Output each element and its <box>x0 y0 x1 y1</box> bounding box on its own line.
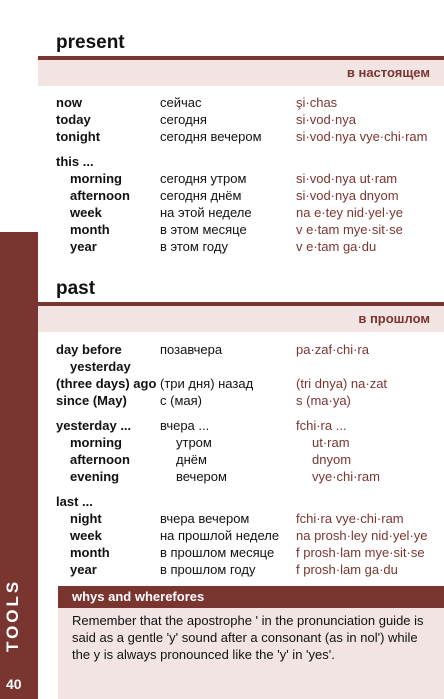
pronunciation: şi·chas <box>296 95 338 110</box>
russian-term: (три дня) назад <box>160 376 254 391</box>
table-row <box>0 187 444 204</box>
english-term: morning <box>70 435 122 450</box>
russian-term: на прошлой неделе <box>160 528 280 543</box>
english-term: day before <box>56 342 122 357</box>
pronunciation: dnyom <box>312 452 352 467</box>
pronunciation: na e·tey nid·yel·ye <box>296 205 403 220</box>
table-row <box>0 170 444 187</box>
pronunciation: si·vod·nya <box>296 112 356 127</box>
pronunciation: vye·chi·ram <box>312 469 380 484</box>
english-term: month <box>70 545 110 560</box>
english-term: week <box>70 205 102 220</box>
present-subtitle-band <box>38 60 444 86</box>
table-row <box>0 238 444 255</box>
pronunciation: f prosh·lam mye·sit·se <box>296 545 425 560</box>
pronunciation: ut·ram <box>312 435 350 450</box>
table-row <box>0 434 444 451</box>
tip-box-title: whys and wherefores <box>72 589 205 604</box>
table-row <box>0 493 444 510</box>
table-row <box>0 392 444 409</box>
table-row <box>0 451 444 468</box>
russian-term: сегодня вечером <box>160 129 262 144</box>
table-row <box>0 341 444 358</box>
past-subtitle: в прошлом <box>358 311 430 326</box>
past-heading: past <box>56 278 96 299</box>
russian-term: вечером <box>176 469 227 484</box>
tip-box-header <box>58 586 444 608</box>
table-row <box>0 358 444 375</box>
english-term: yesterday <box>70 359 131 374</box>
english-term: tonight <box>56 129 101 144</box>
pronunciation: f prosh·lam ga·du <box>296 562 398 577</box>
present-heading: present <box>56 32 125 53</box>
pronunciation: si·vod·nya dnyom <box>296 188 399 203</box>
russian-term: днём <box>176 452 207 467</box>
pronunciation: si·vod·nya ut·ram <box>296 171 398 186</box>
russian-term: в прошлом году <box>160 562 256 577</box>
pronunciation: si·vod·nya vye·chi·ram <box>296 129 428 144</box>
russian-term: с (мая) <box>160 393 202 408</box>
english-term: year <box>70 239 97 254</box>
pronunciation: v e·tam ga·du <box>296 239 377 254</box>
russian-term: в прошлом месяце <box>160 545 275 560</box>
english-term: night <box>70 511 102 526</box>
russian-term: сегодня днём <box>160 188 242 203</box>
english-term: this ... <box>56 154 94 169</box>
table-row <box>0 468 444 485</box>
table-row <box>0 221 444 238</box>
russian-term: на этой неделе <box>160 205 252 220</box>
english-term: month <box>70 222 110 237</box>
english-term: since (May) <box>56 393 127 408</box>
russian-term: в этом году <box>160 239 228 254</box>
russian-term: вчера вечером <box>160 511 250 526</box>
table-row <box>0 544 444 561</box>
section-tab-label: TOOLS <box>3 578 22 652</box>
pronunciation: s (ma·ya) <box>296 393 351 408</box>
table-row <box>0 527 444 544</box>
english-term: week <box>70 528 102 543</box>
english-term: afternoon <box>70 452 130 467</box>
pronunciation: (tri dnya) na·zat <box>296 376 388 391</box>
past-subtitle-band <box>38 306 444 332</box>
table-row <box>0 375 444 392</box>
pronunciation: v e·tam mye·sit·se <box>296 222 403 237</box>
english-term: (three days) ago <box>56 376 157 391</box>
table-row <box>0 153 444 170</box>
pronunciation: pa·zaf·chi·ra <box>296 342 369 357</box>
tip-box <box>58 608 444 699</box>
russian-term: вчера ... <box>160 418 210 433</box>
pronunciation: na prosh·ley nid·yel·ye <box>296 528 428 543</box>
english-term: year <box>70 562 97 577</box>
table-row <box>0 510 444 527</box>
russian-term: сегодня <box>160 112 207 127</box>
table-row <box>0 204 444 221</box>
table-row <box>0 561 444 578</box>
table-row <box>0 417 444 434</box>
english-term: morning <box>70 171 122 186</box>
russian-term: сейчас <box>160 95 202 110</box>
russian-term: в этом месяце <box>160 222 247 237</box>
pronunciation: fchi·ra vye·chi·ram <box>296 511 404 526</box>
russian-term: утром <box>176 435 212 450</box>
russian-term: сегодня утром <box>160 171 247 186</box>
page-number: 40 <box>6 676 22 692</box>
english-term: today <box>56 112 91 127</box>
pronunciation: fchi·ra ... <box>296 418 347 433</box>
english-term: evening <box>70 469 120 484</box>
english-term: afternoon <box>70 188 130 203</box>
table-row <box>0 111 444 128</box>
english-term: yesterday ... <box>56 418 132 433</box>
tip-box-text: Remember that the apostrophe ' in the pronunciation guide is said as a gentle 'y' sound after a consonant (as in nol') while the y is always pronounced like the 'y' in 'yes'. <box>72 613 424 662</box>
table-row <box>0 94 444 111</box>
present-subtitle: в настоящем <box>346 65 430 80</box>
russian-term: позавчера <box>160 342 223 357</box>
table-row <box>0 128 444 145</box>
english-term: now <box>56 95 82 110</box>
english-term: last ... <box>56 494 93 509</box>
